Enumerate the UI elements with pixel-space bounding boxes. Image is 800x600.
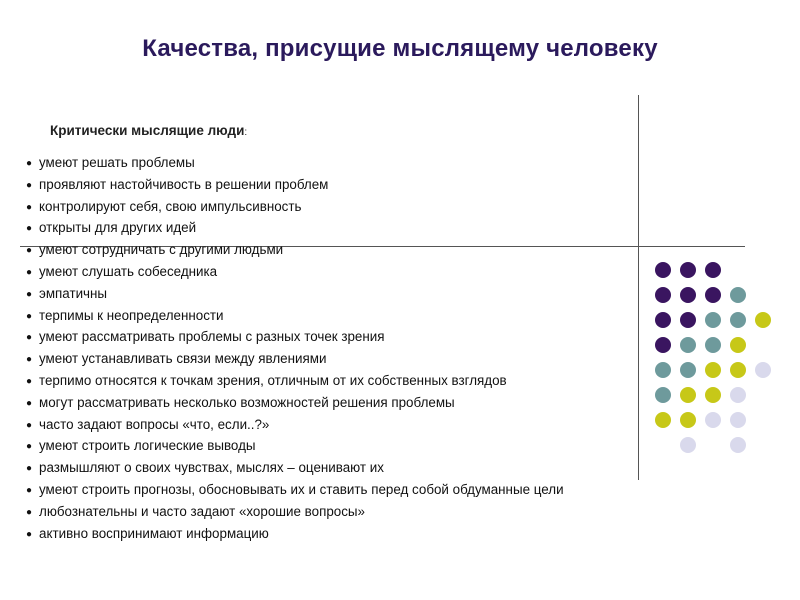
- list-item: [26, 175, 564, 197]
- list-item: [26, 524, 564, 546]
- list-item: [26, 502, 564, 524]
- decorative-dot: [705, 287, 721, 303]
- bullet-icon: ●: [26, 463, 33, 475]
- bullet-icon: ●: [26, 397, 33, 409]
- list-item: [26, 153, 564, 175]
- decorative-dot: [680, 387, 696, 403]
- decorative-dot: [680, 262, 696, 278]
- decorative-dot: [730, 437, 746, 453]
- decorative-dot: [680, 437, 696, 453]
- decorative-dot: [730, 412, 746, 428]
- list-item: [26, 436, 564, 458]
- list-item-text: терпимо относятся к точкам зрения, отличным от их собственных взглядов: [39, 372, 507, 388]
- list-item: [26, 327, 564, 349]
- list-item-text: любознательны и часто задают «хорошие вопросы»: [39, 503, 365, 519]
- bullet-icon: ●: [26, 419, 33, 431]
- bullet-icon: ●: [26, 484, 33, 496]
- list-item-text: могут рассматривать несколько возможностей решения проблемы: [39, 394, 455, 410]
- list-item-text: активно воспринимают информацию: [39, 525, 269, 541]
- list-item-text: умеют рассматривать проблемы с разных точек зрения: [39, 329, 385, 345]
- bullet-icon: ●: [26, 310, 33, 322]
- bullet-icon: ●: [26, 201, 33, 213]
- list-item-text: размышляют о своих чувствах, мыслях – оценивают их: [39, 460, 384, 476]
- decorative-dot: [680, 412, 696, 428]
- list-item: [26, 284, 564, 306]
- list-item: [26, 218, 564, 240]
- decorative-dot: [730, 362, 746, 378]
- decorative-dot: [655, 287, 671, 303]
- bullet-icon: ●: [26, 158, 33, 169]
- page-title: Качества, присущие мыслящему человеку: [142, 35, 658, 62]
- vertical-divider-line: [638, 95, 639, 480]
- list-item-text: умеют решать проблемы: [39, 155, 195, 170]
- decorative-dot: [680, 362, 696, 378]
- bullet-icon: ●: [26, 332, 33, 344]
- decorative-dot: [755, 312, 771, 328]
- list-item: [26, 415, 564, 437]
- decorative-dot: [680, 337, 696, 353]
- list-item-text: открыты для других идей: [39, 220, 197, 236]
- list-item-text: умеют строить логические выводы: [39, 438, 256, 454]
- list-item: [26, 349, 564, 371]
- bullet-icon: ●: [26, 245, 33, 257]
- decorative-dot: [680, 312, 696, 328]
- list-item: [26, 240, 564, 262]
- list-item: [26, 197, 564, 219]
- decorative-dot: [655, 262, 671, 278]
- decorative-dot: [730, 287, 746, 303]
- subheading-colon: :: [244, 127, 248, 138]
- decorative-dot: [730, 387, 746, 403]
- list-item: [26, 393, 564, 415]
- decorative-dot: [705, 387, 721, 403]
- subheading-text: Критически мыслящие люди: [50, 123, 245, 138]
- bullet-icon: ●: [26, 506, 33, 518]
- bullet-icon: ●: [26, 179, 33, 191]
- bullet-icon: ●: [26, 528, 33, 540]
- decorative-dot: [655, 337, 671, 353]
- decorative-dot: [655, 412, 671, 428]
- list-item-text: терпимы к неопределенности: [39, 307, 224, 323]
- list-item-text: проявляют настойчивость в решении проблем: [39, 176, 329, 192]
- decorative-dot: [705, 312, 721, 328]
- decorative-dot: [755, 362, 771, 378]
- qualities-list: [26, 153, 564, 545]
- decorative-dot: [730, 337, 746, 353]
- bullet-icon: ●: [26, 288, 33, 300]
- decorative-dot: [680, 287, 696, 303]
- list-item-text: часто задают вопросы «что, если..?»: [39, 416, 270, 432]
- list-item: [26, 458, 564, 480]
- bullet-icon: ●: [26, 375, 33, 387]
- list-item-text: умеют слушать собеседника: [39, 263, 218, 279]
- decorative-dot: [655, 362, 671, 378]
- bullet-icon: ●: [26, 354, 33, 366]
- list-item: [26, 371, 564, 393]
- subheading: [50, 123, 247, 138]
- decorative-dot: [655, 312, 671, 328]
- list-item: [26, 262, 564, 284]
- decorative-dot: [705, 412, 721, 428]
- decorative-dot: [655, 387, 671, 403]
- decorative-dot: [705, 262, 721, 278]
- list-item: [26, 306, 564, 328]
- decorative-dot: [730, 312, 746, 328]
- decorative-dot: [705, 337, 721, 353]
- list-item: [26, 480, 564, 502]
- list-item-text: умеют сотрудничать с другими людьми: [39, 242, 284, 258]
- list-item-text: умеют устанавливать связи между явлениями: [39, 351, 327, 367]
- bullet-icon: ●: [26, 266, 33, 278]
- bullet-icon: ●: [26, 223, 33, 235]
- bullet-icon: ●: [26, 441, 33, 453]
- decorative-dot: [705, 362, 721, 378]
- list-item-text: эмпатичны: [39, 285, 108, 301]
- list-item-text: контролируют себя, свою импульсивность: [39, 198, 302, 214]
- list-item-text: умеют строить прогнозы, обосновывать их и ставить перед собой обдуманные цели: [39, 481, 564, 497]
